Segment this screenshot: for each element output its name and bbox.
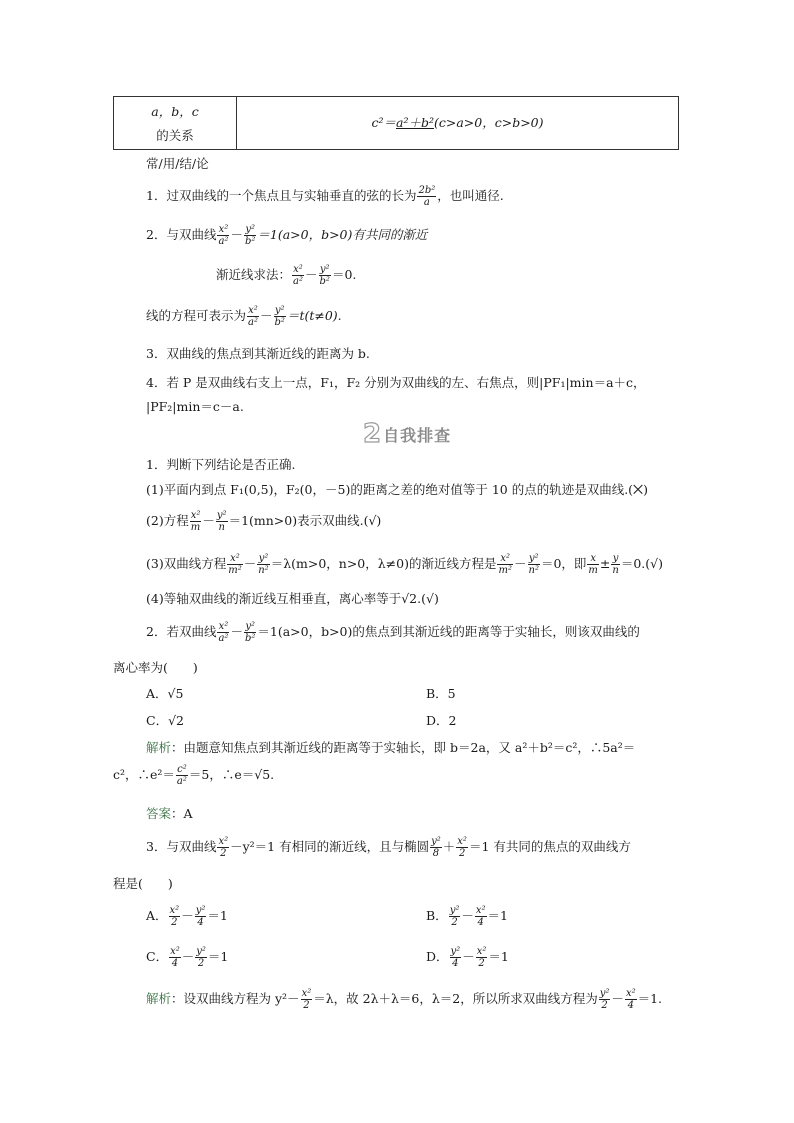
q2-suffix: ＝1(a>0，b>0)的焦点到其渐近线的距离等于实轴长，则该双曲线的 xyxy=(257,624,640,639)
analysis-frac2 xyxy=(599,988,611,1011)
opt-frac2 xyxy=(195,946,207,969)
conclusion-item-4-line1: 4．若 P 是双曲线右支上一点，F₁，F₂ 分别为双曲线的左、右焦点，则|PF₁|min＝a＋c， xyxy=(146,375,646,390)
frac-num: x² xyxy=(475,905,486,916)
frac-den: b² xyxy=(319,276,330,287)
s1-end: ) xyxy=(643,482,648,497)
q2-option-b: B．5 xyxy=(426,686,456,701)
frac-den: b² xyxy=(244,633,256,644)
s2-prefix: (2)方程 xyxy=(146,513,189,528)
analysis-frac xyxy=(176,764,188,787)
frac-den: m xyxy=(190,522,201,533)
q3-suffix: ＝1 有共同的焦点的双曲线方 xyxy=(468,839,631,854)
section-number: 2 xyxy=(363,419,382,449)
s2-frac1 xyxy=(190,510,202,533)
frac-num: y² xyxy=(196,946,206,957)
q1-stem: 1．判断下列结论是否正确. xyxy=(146,457,296,472)
frac-den: n² xyxy=(528,565,539,576)
frac-num: x² xyxy=(190,510,201,521)
analysis-frac1 xyxy=(301,988,313,1011)
q3-stem-line2: 程是( ) xyxy=(113,876,173,891)
opt-frac1 xyxy=(449,905,461,928)
relation-table xyxy=(113,96,679,150)
conclusion-item-1 xyxy=(146,181,504,211)
frac-den: 4 xyxy=(627,1000,634,1011)
minus-sign: － xyxy=(461,908,474,923)
frac-den: a² xyxy=(176,776,187,787)
q2-stem-line2: 离心率为( ) xyxy=(113,660,198,675)
option-label: A． xyxy=(146,908,168,923)
frac-num: x² xyxy=(497,553,513,565)
frac-den: m² xyxy=(228,565,242,576)
q3-frac2 xyxy=(430,836,442,859)
section-title: 自我排查 xyxy=(383,425,452,445)
frac-num: x² xyxy=(227,553,243,565)
analysis-prefix: c²，∴e²＝ xyxy=(113,767,175,782)
q3-option-b xyxy=(426,901,508,931)
frac-den: 2 xyxy=(478,958,485,969)
line-eq-frac1 xyxy=(247,305,259,328)
frac-den: 2 xyxy=(303,1000,310,1011)
frac-den: 2 xyxy=(451,917,458,928)
frac-num: y² xyxy=(599,988,610,999)
analysis-suffix: ＝5，∴e＝√5. xyxy=(188,767,275,782)
item2-frac1 xyxy=(217,224,229,247)
minus-sign: － xyxy=(260,308,273,323)
frac-den: 2 xyxy=(197,958,205,969)
minus-sign: － xyxy=(181,949,195,964)
frac-num: y² xyxy=(274,305,285,316)
frac-den: a² xyxy=(248,317,258,328)
frac-den: n xyxy=(218,522,225,533)
minus-sign: － xyxy=(611,991,624,1006)
relation-suffix: (c>a>0，c>b>0) xyxy=(433,115,544,130)
frac-num: y² xyxy=(319,264,330,275)
line-eq-suffix: ＝t(t≠0). xyxy=(286,308,342,323)
conclusions-title: 常/用/结/论 xyxy=(146,156,209,171)
frac-num: x xyxy=(587,553,598,565)
table-label-line1: a，b，c xyxy=(151,104,199,119)
frac-den: 2 xyxy=(171,917,178,928)
minus-sign: － xyxy=(202,513,215,528)
analysis-label: 解析 xyxy=(146,740,172,755)
line-eq-prefix: 线的方程可表示为 xyxy=(146,308,247,323)
q3-option-d xyxy=(426,942,509,972)
frac-num: x² xyxy=(457,836,467,847)
frac-den: 2 xyxy=(458,848,466,859)
frac-den: a² xyxy=(218,236,229,247)
analysis-mid: ＝λ，故 2λ＋λ＝6，λ＝2，所以所求双曲线方程为 xyxy=(313,991,598,1006)
minus-sign: － xyxy=(230,227,243,242)
q1-statement-1 xyxy=(146,481,648,499)
analysis-frac3 xyxy=(625,988,637,1011)
s3-prefix: (3)双曲线方程 xyxy=(146,556,227,571)
q2-frac2 xyxy=(244,621,256,644)
frac-num: y² xyxy=(528,553,539,564)
frac-den: 4 xyxy=(197,917,204,928)
analysis-text: ：由题意知焦点到其渐近线的距离等于实轴长，即 b＝2a，又 a²＋b²＝c²，∴5a²＝ xyxy=(171,740,636,755)
q3-frac1 xyxy=(217,836,229,859)
frac-num: y² xyxy=(450,946,461,957)
frac-den: 2 xyxy=(601,1000,608,1011)
frac-num: c² xyxy=(177,764,187,775)
frac-den: 4 xyxy=(477,917,484,928)
frac-num: x² xyxy=(218,621,229,632)
q1-statement-4: (4)等轴双曲线的渐近线互相垂直，离心率等于√2.(√) xyxy=(146,591,439,606)
analysis-prefix: ：设双曲线方程为 y²－ xyxy=(171,991,300,1006)
s3-suffix: ＝0.(√) xyxy=(620,556,663,571)
plus-sign: ＋ xyxy=(442,839,456,854)
frac-num: y² xyxy=(449,905,460,916)
q2-option-c: C．√2 xyxy=(146,713,184,728)
s3-frac3 xyxy=(497,553,513,576)
q2-stem xyxy=(146,617,640,647)
frac-den: 8 xyxy=(432,848,440,859)
frac-num: x² xyxy=(625,988,636,999)
s3-frac2 xyxy=(257,553,269,576)
line-eq-frac2 xyxy=(274,305,286,328)
answer-label: 答案 xyxy=(146,806,172,821)
q2-analysis-line2 xyxy=(113,760,274,790)
section-heading xyxy=(363,420,451,448)
cross-icon: ⨉ xyxy=(633,482,644,497)
frac-den: a xyxy=(423,197,430,208)
q2-prefix: 2．若双曲线 xyxy=(146,624,217,639)
frac-num: x² xyxy=(218,224,229,235)
frac-num: x² xyxy=(301,988,312,999)
frac-den: a² xyxy=(293,276,303,287)
q1-statement-3 xyxy=(146,549,663,579)
plus-minus-sign: ± xyxy=(599,556,611,571)
conclusion-item-2 xyxy=(146,220,427,250)
item1-suffix: ，也叫通径. xyxy=(437,188,504,203)
frac-den: b² xyxy=(274,317,285,328)
q3-prefix: 3．与双曲线 xyxy=(146,839,217,854)
asymptote-frac2 xyxy=(319,264,331,287)
frac-den: m xyxy=(588,565,598,576)
q2-option-a: A．√5 xyxy=(146,686,184,701)
asymptote-method xyxy=(216,260,356,290)
s3-frac1 xyxy=(227,553,243,576)
line-equation xyxy=(146,301,342,331)
q3-option-c xyxy=(146,942,228,972)
s3-frac5 xyxy=(587,553,598,576)
asymptote-suffix: ＝0. xyxy=(331,267,357,282)
table-label-cell xyxy=(114,97,237,149)
frac-num: 2b² xyxy=(418,185,436,196)
opt-frac1 xyxy=(169,905,181,928)
asymptote-prefix: 渐近线求法： xyxy=(216,267,292,282)
s3-mid: ＝λ(m>0，n>0，λ≠0)的渐近线方程是 xyxy=(270,556,497,571)
q2-answer xyxy=(146,805,193,823)
answer-value: ：A xyxy=(171,806,193,821)
q2-analysis-line1 xyxy=(146,739,635,757)
item2-suffix: ＝1(a>0，b>0)有共同的渐近 xyxy=(257,227,428,242)
s3-frac6 xyxy=(611,553,619,576)
frac-num: y² xyxy=(431,836,441,847)
frac-num: x² xyxy=(218,836,229,847)
frac-den: b² xyxy=(244,236,256,247)
frac-num: y² xyxy=(245,224,255,235)
q3-frac3 xyxy=(456,836,468,859)
conclusion-item-4-line2: |PF₂|min＝c－a. xyxy=(146,399,244,414)
s2-suffix: ＝1(mn>0)表示双曲线.(√) xyxy=(228,513,382,528)
minus-sign: － xyxy=(181,908,194,923)
frac-den: a² xyxy=(218,633,229,644)
frac-num: y² xyxy=(245,621,255,632)
item1-fraction xyxy=(417,185,436,208)
q2-option-d: D．2 xyxy=(426,713,457,728)
item1-prefix: 1．过双曲线的一个焦点且与实轴垂直的弦的长为 xyxy=(146,188,417,203)
s1-text: (1)平面内到点 F₁(0,5)，F₂(0，－5)的距离之差的绝对值等于 10 的点的轨迹是双曲线.( xyxy=(146,482,634,497)
frac-num: x² xyxy=(170,946,180,957)
opt-frac2 xyxy=(475,905,487,928)
option-end: ＝1 xyxy=(207,949,229,964)
option-label: C． xyxy=(146,949,169,964)
frac-num: x² xyxy=(293,264,303,275)
option-end: ＝1 xyxy=(207,908,228,923)
frac-den: n² xyxy=(258,565,269,576)
option-end: ＝1 xyxy=(487,908,508,923)
minus-sign: － xyxy=(462,949,475,964)
minus-sign: － xyxy=(230,624,243,639)
frac-num: x² xyxy=(476,946,487,957)
table-label-line2: 的关系 xyxy=(156,128,194,143)
frac-num: y² xyxy=(195,905,206,916)
option-end: ＝1 xyxy=(488,949,509,964)
item2-prefix: 2．与双曲线 xyxy=(146,227,217,242)
q3-analysis xyxy=(146,984,662,1014)
minus-sign: － xyxy=(243,556,257,571)
frac-den: 4 xyxy=(171,958,179,969)
frac-num: x² xyxy=(248,305,258,316)
frac-num: x² xyxy=(169,905,180,916)
frac-num: y xyxy=(612,553,619,564)
frac-den: n xyxy=(612,565,619,576)
minus-sign: － xyxy=(513,556,527,571)
q3-option-a xyxy=(146,901,228,931)
opt-frac1 xyxy=(450,946,462,969)
opt-frac1 xyxy=(169,946,181,969)
q3-stem xyxy=(146,832,631,862)
s2-frac2 xyxy=(216,510,228,533)
analysis-label: 解析 xyxy=(146,991,172,1006)
q2-frac1 xyxy=(217,621,229,644)
s3-mid2: ＝0，即 xyxy=(540,556,587,571)
opt-frac2 xyxy=(195,905,207,928)
minus-sign: － xyxy=(305,267,318,282)
opt-frac2 xyxy=(476,946,488,969)
option-label: D． xyxy=(426,949,449,964)
relation-prefix: c²＝ xyxy=(371,115,396,130)
q1-statement-2 xyxy=(146,506,381,536)
s3-frac4 xyxy=(528,553,540,576)
option-label: B． xyxy=(426,908,448,923)
frac-num: y² xyxy=(216,510,227,521)
relation-underlined: a²＋b² xyxy=(396,115,434,130)
frac-den: m² xyxy=(498,565,512,576)
table-relation-cell xyxy=(237,97,678,149)
frac-den: 2 xyxy=(220,848,227,859)
frac-den: 4 xyxy=(452,958,459,969)
frac-num: y² xyxy=(258,553,269,564)
asymptote-frac1 xyxy=(292,264,304,287)
conclusion-item-3: 3．双曲线的焦点到其渐近线的距离为 b. xyxy=(146,346,370,361)
q3-mid: －y²＝1 有相同的渐近线，且与椭圆 xyxy=(230,839,430,854)
item2-frac2 xyxy=(244,224,256,247)
analysis-end: ＝1. xyxy=(637,991,663,1006)
